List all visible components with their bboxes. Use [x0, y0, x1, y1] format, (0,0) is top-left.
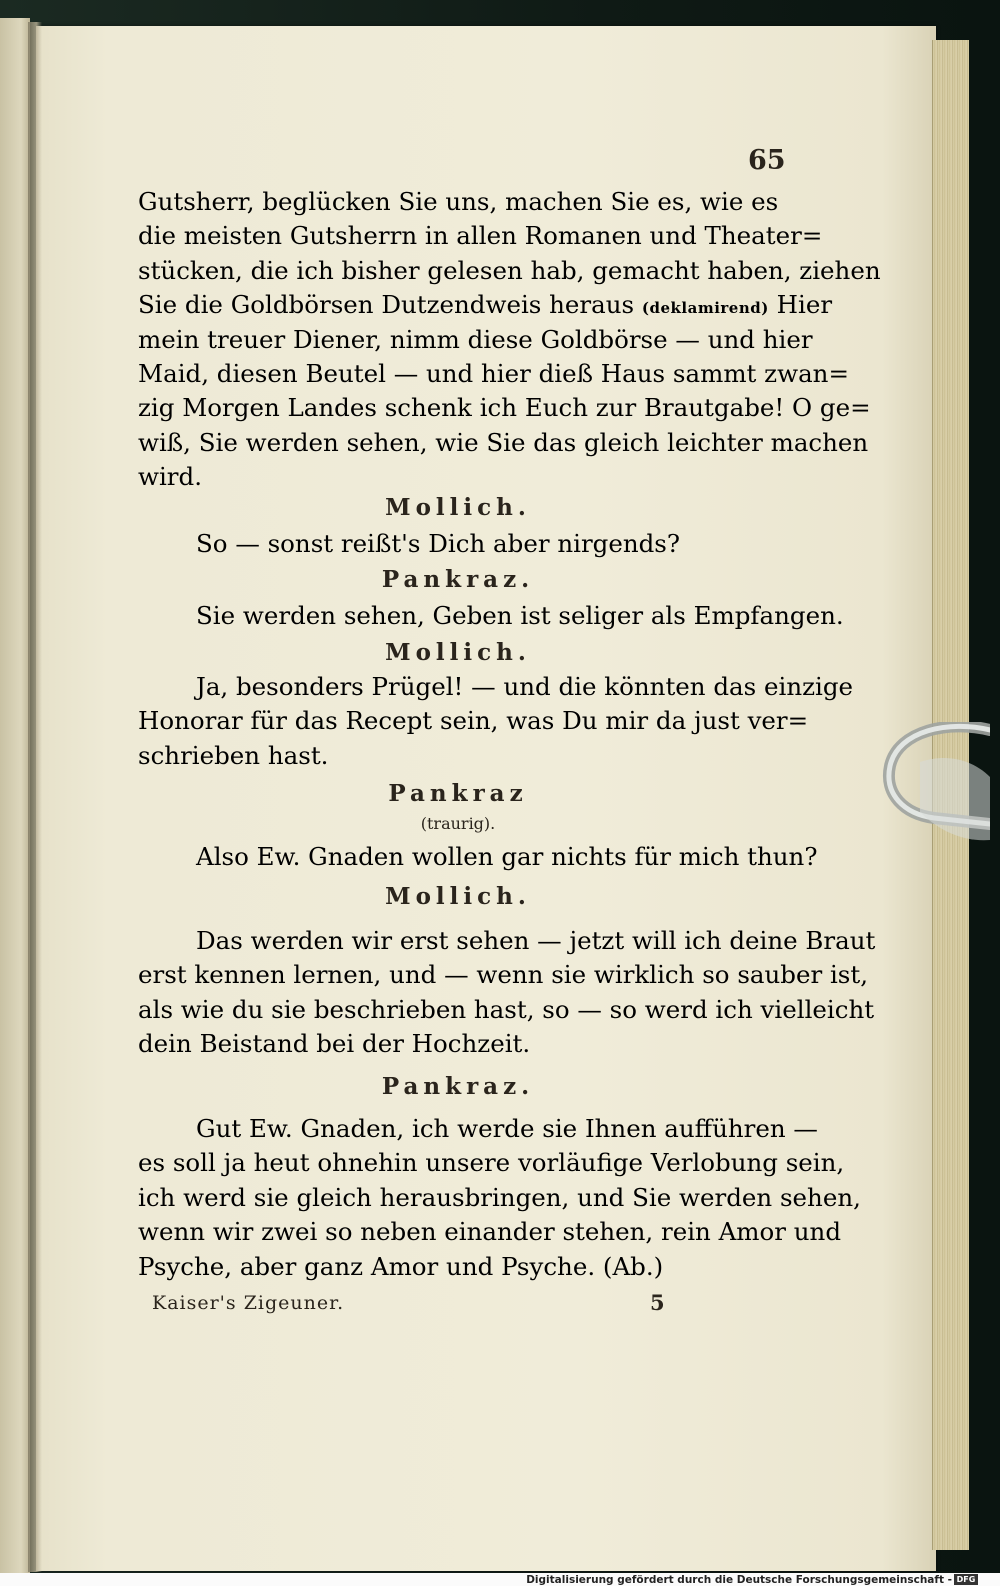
text-line: So — sonst reißt's Dich aber nirgends? [196, 529, 681, 558]
text-line: ich werd sie gleich herausbringen, und Sie werden sehen, [138, 1182, 861, 1212]
text-line: erst kennen lernen, und — wenn sie wirklich so sauber ist, [138, 960, 869, 990]
speaker-name: Pankraz. [381, 1073, 535, 1100]
speaker-name: Pankraz [388, 780, 528, 807]
speaker-name: Mollich. [385, 883, 531, 910]
text-line: Psyche, aber ganz Amor und Psyche. (Ab.) [138, 1251, 664, 1281]
text-line: Maid, diesen Beutel — und hier dieß Haus sammt zwan= [138, 358, 849, 388]
footer-title: Kaiser's Zigeuner. [152, 1292, 345, 1314]
dfg-credit: Digitalisierung gefördert durch die Deutsche Forschungsgemeinschaft - [526, 1574, 952, 1586]
page-number: 65 [748, 145, 786, 176]
text-segment: Sie die Goldbörsen Dutzendweis heraus [138, 290, 642, 320]
text-line: Sie werden sehen, Geben ist seliger als Empfangen. [196, 601, 844, 630]
text-line: dein Beistand bei der Hochzeit. [138, 1029, 531, 1059]
paragraph-amor [138, 1112, 861, 1284]
text-line: wird. [138, 462, 202, 492]
text-line: Das werden wir erst sehen — jetzt will ich deine Braut [196, 926, 876, 955]
dialogue-line [138, 599, 844, 633]
text-line: als wie du sie beschrieben hast, so — so werd ich vielleicht [138, 994, 875, 1024]
text-line: mein treuer Diener, nimm diese Goldbörse — und hier [138, 324, 813, 354]
stage-direction: (traurig). [420, 814, 496, 833]
speaker-name: Pankraz. [381, 566, 535, 593]
stage-direction: (deklamirend) [641, 299, 769, 318]
dialogue-line [138, 527, 778, 561]
text-segment: Hier [768, 290, 833, 320]
signature-mark: 5 [650, 1290, 665, 1315]
page-gutter-shadow [28, 22, 42, 1572]
text-line: stücken, die ich bisher gelesen hab, gemacht haben, ziehen [138, 255, 881, 285]
dialogue-line [138, 840, 818, 874]
paragraph-gutsherr [138, 185, 881, 495]
text-line: Also Ew. Gnaden wollen gar nichts für mich thun? [196, 842, 818, 871]
text-line: wiß, Sie werden sehen, wie Sie das gleich leichter machen [138, 427, 869, 457]
speaker-name: Mollich. [385, 494, 531, 521]
text-line: die meisten Gutsherrn in allen Romanen und Theater= [138, 221, 823, 251]
text-line: schrieben hast. [138, 740, 329, 770]
dfg-logo: DFG [954, 1574, 978, 1585]
text-line: zig Morgen Landes schenk ich Euch zur Brautgabe! O ge= [138, 393, 871, 423]
text-line: es soll ja heut ohnehin unsere vorläufige Verlobung sein, [138, 1148, 845, 1178]
text-line: wenn wir zwei so neben einander stehen, rein Amor und [138, 1217, 842, 1247]
speaker-name: Mollich. [385, 639, 531, 666]
text-line [138, 288, 833, 322]
text-line: Ja, besonders Prügel! — und die könnten das einzige [196, 672, 854, 701]
text-line: Gut Ew. Gnaden, ich werde sie Ihnen aufführen — [196, 1114, 818, 1143]
text-line: Honorar für das Recept sein, was Du mir da just ver= [138, 706, 809, 736]
paragraph-braut [138, 924, 876, 1062]
text-line: Gutsherr, beglücken Sie uns, machen Sie es, wie es [138, 187, 779, 216]
facing-page-edge [0, 18, 30, 1573]
paragraph-prugel [138, 670, 854, 773]
paper-clip-icon [880, 722, 990, 862]
